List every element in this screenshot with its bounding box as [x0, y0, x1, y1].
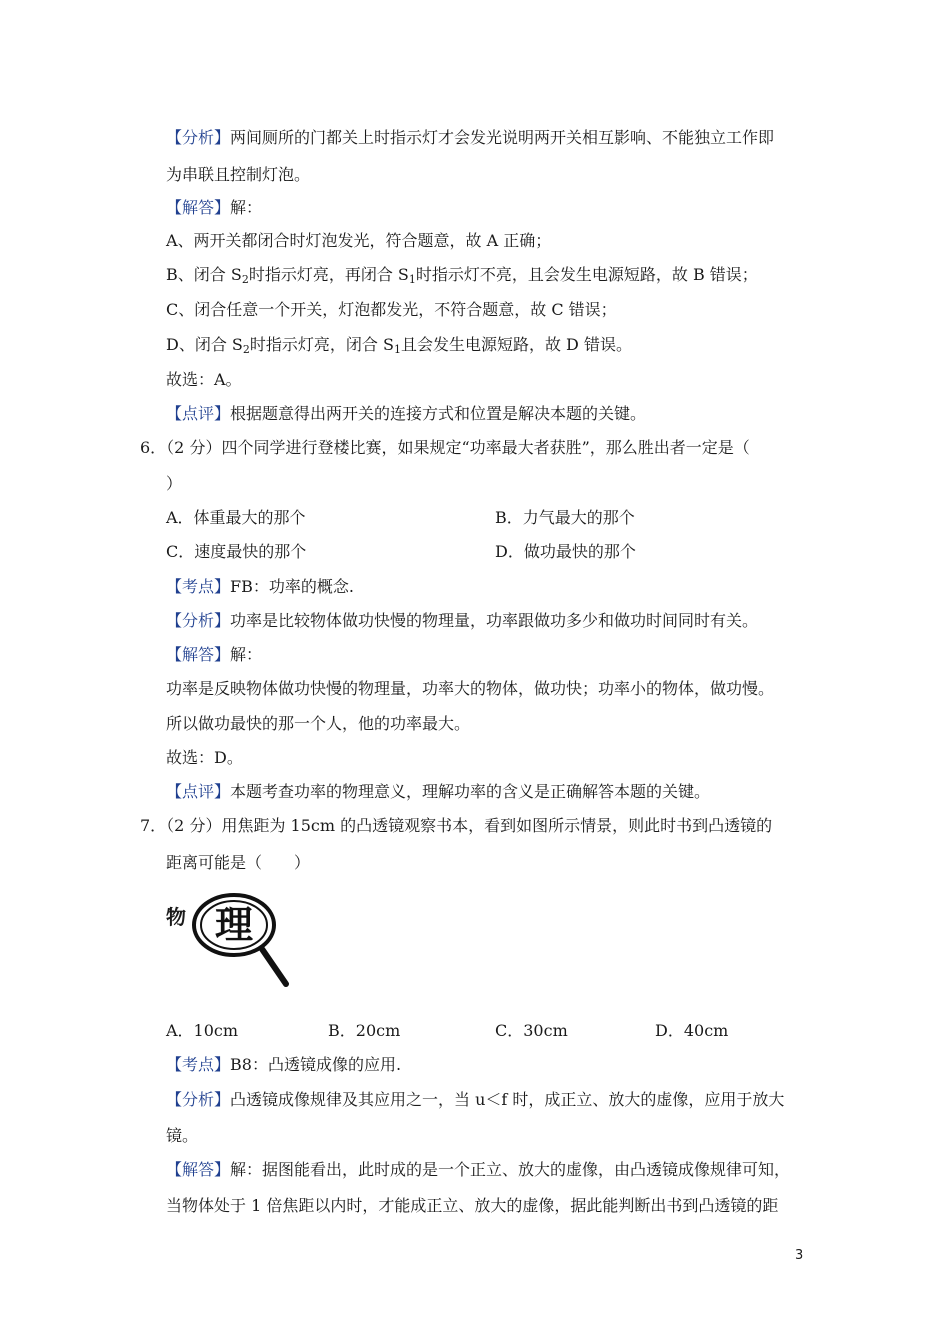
- q6-stem-line2: ）: [166, 474, 183, 493]
- q6-option-d: D．做功最快的那个: [495, 542, 636, 561]
- q6-option-c: C．速度最快的那个: [166, 542, 307, 561]
- page-number: 3: [795, 1248, 804, 1263]
- q7-point: 【考点】B8：凸透镜成像的应用.: [166, 1055, 402, 1074]
- q6-option-a: A．体重最大的那个: [166, 508, 306, 527]
- point-tag: 【考点】: [166, 577, 231, 596]
- q6-option-b: B．力气最大的那个: [495, 508, 635, 527]
- q6-point: 【考点】FB：功率的概念.: [166, 577, 354, 596]
- q6-answer-heading: 【解答】解：: [166, 645, 263, 664]
- q6-answer-line2: 所以做功最快的那一个人，他的功率最大。: [166, 714, 471, 733]
- q7-option-d: D．40cm: [655, 1021, 729, 1040]
- q6-stem-line1: 6．（2 分）四个同学进行登楼比赛，如果规定“功率最大者获胜”，那么胜出者一定是（: [140, 438, 750, 457]
- q5-option-d-explanation: D、闭合 $S_2$时指示灯亮，闭合 $S_1$且会发生电源短路，故 D 错误。: [166, 335, 632, 356]
- q5-analysis-line2: 为串联且控制灯泡。: [166, 165, 311, 184]
- q7-option-c: C．30cm: [495, 1021, 568, 1040]
- q7-option-b: B．20cm: [328, 1021, 401, 1040]
- q5-analysis-line1: 【分析】两间厕所的门都关上时指示灯才会发光说明两开关相互影响、不能独立工作即: [166, 128, 775, 147]
- q7-analysis-line1: 【分析】凸透镜成像规律及其应用之一，当 u＜f 时，成正立、放大的虚像，应用于放大: [166, 1090, 785, 1109]
- q7-analysis-line2: 镜。: [166, 1126, 199, 1145]
- comment-tag: 【点评】: [166, 404, 231, 423]
- q5-option-c-explanation: C、闭合任意一个开关，灯泡都发光，不符合题意，故 C 错误；: [166, 300, 617, 319]
- answer-tag: 【解答】: [166, 645, 231, 664]
- magnifier-handle: [262, 949, 286, 984]
- q5-comment: 【点评】根据题意得出两开关的连接方式和位置是解决本题的关键。: [166, 404, 647, 423]
- point-tag: 【考点】: [166, 1055, 231, 1074]
- q6-answer-line1: 功率是反映物体做功快慢的物理量，功率大的物体，做功快；功率小的物体，做功慢。: [166, 679, 775, 698]
- q7-option-a: A．10cm: [166, 1021, 239, 1040]
- figure-magnified-char: 理: [214, 903, 254, 947]
- q5-option-a-explanation: A、两开关都闭合时灯泡发光，符合题意，故 A 正确；: [166, 231, 552, 250]
- q7-answer-line2: 当物体处于 1 倍焦距以内时，才能成正立、放大的虚像，据此能判断出书到凸透镜的距: [166, 1196, 779, 1215]
- comment-tag: 【点评】: [166, 782, 231, 801]
- answer-tag: 【解答】: [166, 198, 231, 217]
- q7-stem-line1: 7．（2 分）用焦距为 15cm 的凸透镜观察书本，看到如图所示情景，则此时书到凸透镜的: [140, 816, 773, 835]
- analysis-tag: 【分析】: [166, 128, 231, 147]
- q5-choice: 故选：A。: [166, 370, 242, 389]
- analysis-tag: 【分析】: [166, 1090, 231, 1109]
- q6-analysis: 【分析】功率是比较物体做功快慢的物理量，功率跟做功多少和做功时间同时有关。: [166, 611, 759, 630]
- answer-tag: 【解答】: [166, 1160, 231, 1179]
- q6-choice: 故选：D。: [166, 748, 243, 767]
- q7-stem-line2: 距离可能是（ ）: [166, 853, 311, 872]
- analysis-tag: 【分析】: [166, 611, 231, 630]
- figure-small-char: 物: [166, 905, 186, 929]
- q5-answer-heading: 【解答】解：: [166, 198, 263, 217]
- magnifier-figure: [166, 888, 296, 994]
- q6-comment: 【点评】本题考查功率的物理意义，理解功率的含义是正确解答本题的关键。: [166, 782, 711, 801]
- q5-option-b-explanation: B、闭合 $S_2$时指示灯亮，再闭合 $S_1$时指示灯不亮，且会发生电源短路，故 B 错误；: [166, 265, 758, 286]
- q7-answer-line1: 【解答】解：据图能看出，此时成的是一个正立、放大的虚像，由凸透镜成像规律可知，: [166, 1160, 791, 1179]
